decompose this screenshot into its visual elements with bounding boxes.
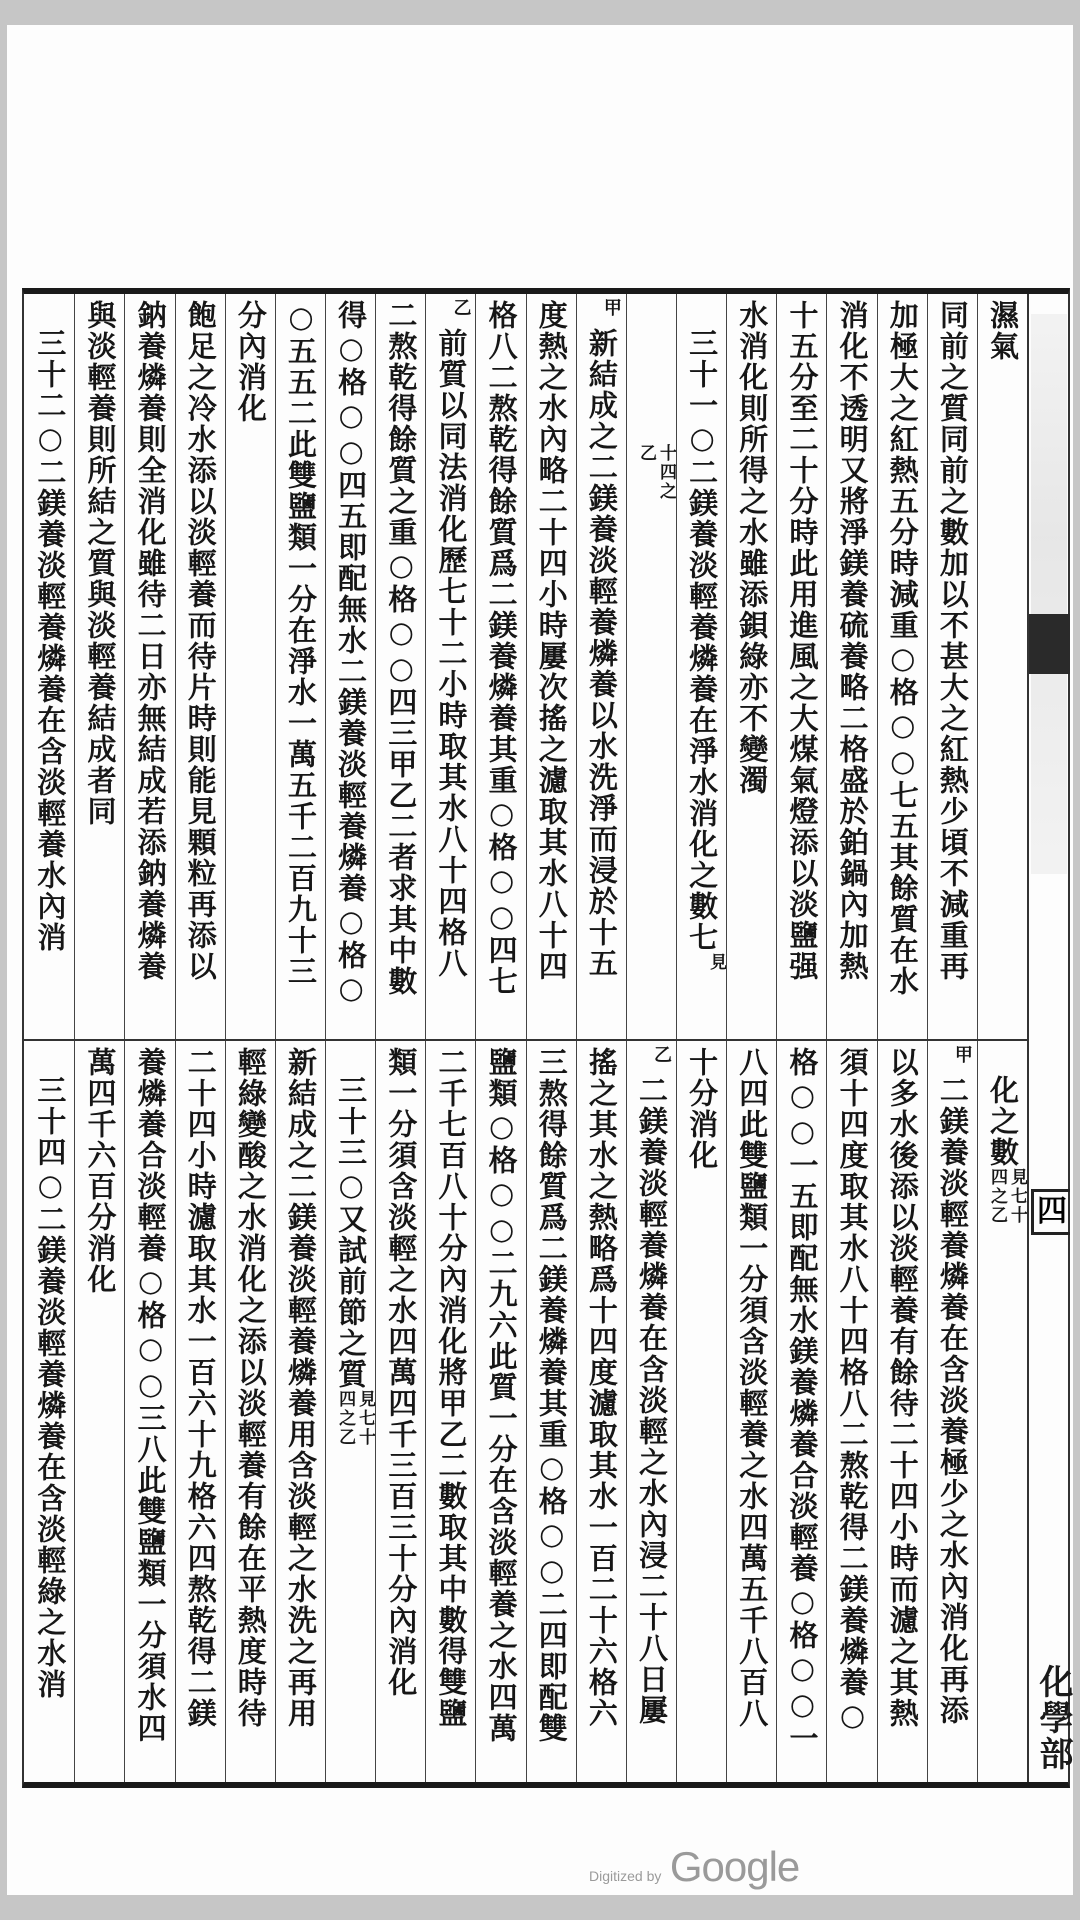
column-text: 三十二○二鎂養淡輕養燐養在含淡輕養水內消 [33, 328, 68, 953]
column-text: 鈉養燐養則全消化雖待二日亦無結成若添鈉養燐養 [133, 300, 168, 982]
google-logo: Google [669, 1843, 800, 1890]
column-text: 化之數 [986, 1075, 1020, 1168]
page-number: 四 [1031, 1189, 1070, 1235]
text-column [225, 294, 275, 1039]
text-column [977, 294, 1027, 1039]
text-column [927, 1041, 977, 1782]
annotation-note: 見 [706, 953, 727, 972]
column-text: 度熱之水內略二十四小時屢次搖之濾取其水八十四 [534, 300, 569, 982]
text-column [175, 294, 225, 1039]
text-column [977, 1041, 1027, 1782]
annotation-note: 十四之乙 [636, 444, 677, 501]
digitized-by-label: Digitized by [589, 1868, 662, 1884]
column-text: 得○格○○四五即配無水二鎂養淡輕養燐養○格○ [334, 300, 369, 1007]
column-text: 類一分須含淡輕之水四萬四千三百三十分內消化 [384, 1047, 419, 1698]
column-text: 濕氣 [986, 300, 1020, 362]
text-column [425, 1041, 475, 1782]
book-page [7, 25, 1073, 1895]
column-text: 新結成之二鎂養淡輕養燐養以水洗淨而浸於十五 [584, 328, 619, 979]
column-text: 分內消化 [233, 300, 268, 424]
text-column [927, 294, 977, 1039]
column-text: 三十三○又試前節之質 [334, 1075, 369, 1390]
text-frame [22, 288, 1073, 1788]
text-column [676, 294, 726, 1039]
column-text: 八四此雙鹽類一分須含淡輕養之水四萬五千八百八 [735, 1047, 770, 1729]
section-marker: 乙 [654, 1045, 673, 1066]
text-column [74, 294, 124, 1039]
text-column [726, 294, 776, 1039]
text-column [275, 294, 325, 1039]
column-text: 三熬得餘質爲二鎂養燐養其重○格○○二四即配雙 [534, 1047, 569, 1744]
column-text: 新結成之二鎂養淡輕養燐養用含淡輕之水洗之再用 [284, 1047, 319, 1729]
section-marker: 甲 [603, 298, 622, 319]
column-text: 十五分至二十分時此用進風之大煤氣燈添以淡鹽强 [785, 300, 820, 982]
text-column [275, 1041, 325, 1782]
top-register [24, 294, 1027, 1041]
column-text: 格八二熬乾得餘質爲二鎂養燐養其重○格○○四七 [484, 300, 519, 997]
text-column [124, 1041, 174, 1782]
column-text: 十分消化 [685, 1047, 720, 1171]
text-column [776, 1041, 826, 1782]
column-text: 飽足之冷水添以淡輕養而待片時則能見顆粒再添以 [183, 300, 218, 982]
text-column [325, 1041, 375, 1782]
text-column [877, 294, 927, 1039]
text-column [526, 1041, 576, 1782]
digitized-footer [589, 1843, 799, 1891]
department-label: 化學部 [1033, 1664, 1073, 1772]
annotation-note: 見七十四之乙 [335, 1390, 376, 1447]
annotation-note: 見七十四之乙 [987, 1168, 1027, 1225]
column-text: 同前之質同前之數加以不甚大之紅熱少頃不減重再 [935, 300, 970, 982]
text-column [375, 1041, 425, 1782]
text-column [526, 294, 576, 1039]
bottom-register [24, 1041, 1027, 1782]
column-text: 格○○一五即配無水鎂養燐養合淡輕養○格○○一 [785, 1047, 820, 1754]
text-column [826, 294, 876, 1039]
column-text: 消化不透明又將淨鎂養硫養略二格盛於鉑鍋內加熱 [835, 300, 870, 982]
text-column [576, 1041, 626, 1782]
text-column [375, 294, 425, 1039]
fishtail-mark [1029, 614, 1070, 674]
text-column [676, 1041, 726, 1782]
column-text: 鹽類○格○○二九六此質一分在含淡輕養之水四萬 [484, 1047, 519, 1744]
text-column [124, 294, 174, 1039]
text-column [74, 1041, 124, 1782]
column-text: 萬四千六百分消化 [83, 1047, 118, 1295]
column-text: 二鎂養淡輕養燐養在含淡輕之水內浸二十八日屢 [635, 1075, 670, 1726]
column-text: 水消化則所得之水雖添鋇綠亦不變濁 [735, 300, 770, 796]
column-text: 須十四度取其水八十四格八二熬乾得二鎂養燐養○ [835, 1047, 870, 1734]
column-text: 三十四○二鎂養淡輕養燐養在含淡輕綠之水消 [33, 1075, 68, 1700]
column-text: 加極大之紅熱五分時減重○格○○七五其餘質在水 [885, 300, 920, 997]
section-marker: 甲 [954, 1045, 973, 1066]
column-text: 二千七百八十分內消化將甲乙二數取其中數得雙鹽 [434, 1047, 469, 1729]
column-text: 三十一○二鎂養淡輕養燐養在淨水消化之數七 [685, 328, 720, 953]
column-text: 二鎂養淡輕養燐養在含淡養極少之水內消化再添 [935, 1075, 970, 1726]
text-column [475, 294, 525, 1039]
text-column [626, 294, 676, 1039]
column-text: 二十四小時濾取其水一百六十九格六四熬乾得二鎂 [183, 1047, 218, 1729]
text-column [726, 1041, 776, 1782]
text-column [325, 294, 375, 1039]
text-column [225, 1041, 275, 1782]
text-column [576, 294, 626, 1039]
text-column [24, 1041, 74, 1782]
text-column [175, 1041, 225, 1782]
text-column [24, 294, 74, 1039]
column-text: 與淡輕養則所結之質與淡輕養結成者同 [83, 300, 118, 827]
column-text: 搖之其水之熱略爲十四度濾取其水一百二十六格六 [584, 1047, 619, 1729]
text-column [826, 1041, 876, 1782]
text-column [877, 1041, 927, 1782]
section-marker: 乙 [453, 298, 472, 319]
margin-strip [1027, 294, 1073, 1782]
text-column [475, 1041, 525, 1782]
text-column [425, 294, 475, 1039]
book-title-area [1031, 314, 1067, 874]
column-text: ○五五二此雙鹽類一分在淨水一萬五千二百九十三 [284, 300, 319, 987]
text-column [776, 294, 826, 1039]
column-text: 輕綠變酸之水消化之添以淡輕養有餘在平熱度時待 [233, 1047, 268, 1729]
column-text: 二熬乾得餘質之重○格○○四三甲乙二者求其中數 [384, 300, 419, 997]
text-column [626, 1041, 676, 1782]
column-text: 以多水後添以淡輕養有餘待二十四小時而濾之其熱 [885, 1047, 920, 1729]
column-text: 前質以同法消化歷七十二小時取其水八十四格八 [434, 328, 469, 979]
column-text: 養燐養合淡輕養○格○○三八此雙鹽類一分須水四 [133, 1047, 168, 1744]
